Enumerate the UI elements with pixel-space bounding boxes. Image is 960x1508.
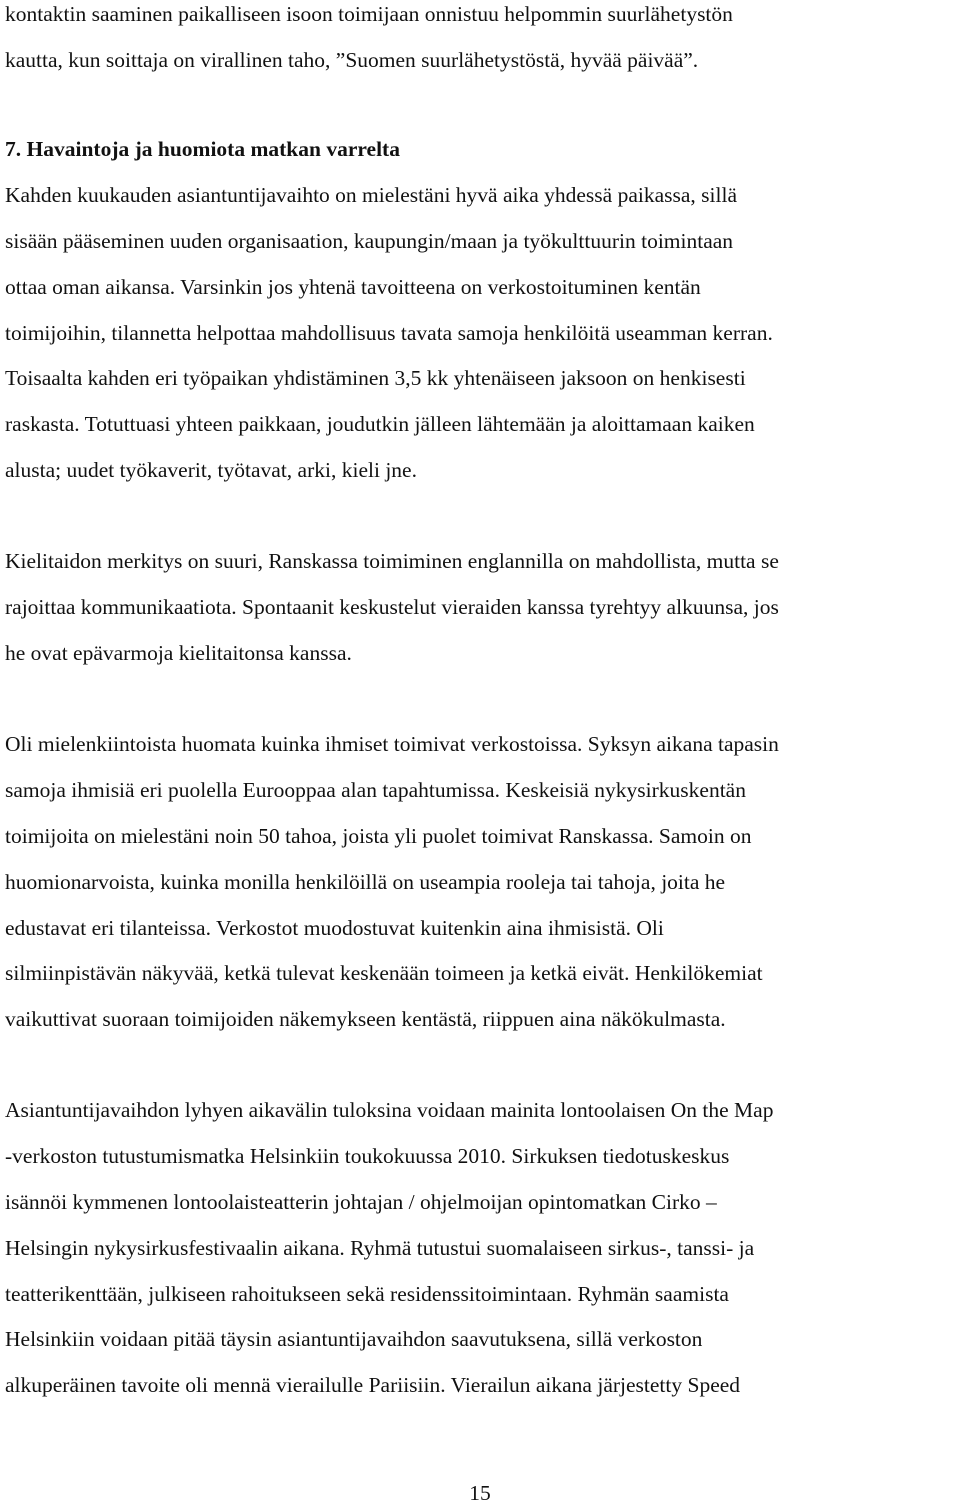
paragraph-language [5, 539, 779, 677]
page-number: 15 [469, 1481, 491, 1505]
text-line: teatterikenttään, julkiseen rahoitukseen sekä residenssitoimintaan. Ryhmän saamista [5, 1281, 729, 1306]
text-line: Toisaalta kahden eri työpaikan yhdistäminen 3,5 kk yhtenäiseen jaksoon on henkisesti [5, 366, 746, 391]
text-line: alkuperäinen tavoite oli mennä vierailulle Pariisiin. Vierailun aikana järjestetty Speed [5, 1373, 741, 1398]
intro-paragraph [5, 0, 733, 84]
text-line: isännöi kymmenen lontoolaisteatterin johtajan / ohjelmoijan opintomatkan Cirko – [5, 1189, 717, 1214]
text-line: huomionarvoista, kuinka monilla henkilöillä on useampia rooleja tai tahoja, joita he [5, 869, 726, 894]
text-line: Asiantuntijavaihdon lyhyen aikavälin tuloksina voidaan mainita lontoolaisen On the Map [5, 1098, 774, 1122]
text-line: kautta, kun soittaja on virallinen taho, ”Suomen suurlähetystöstä, hyvää päivää”. [5, 47, 699, 72]
text-line: Oli mielenkiintoista huomata kuinka ihmiset toimivat verkostoissa. Syksyn aikana tapasin [5, 732, 779, 756]
paragraph-networks [5, 722, 779, 1043]
text-line: Helsinkiin voidaan pitää täysin asiantuntijavaihdon saavutuksena, sillä verkoston [5, 1327, 703, 1352]
section-7 [5, 127, 773, 494]
text-line: -verkoston tutustumismatka Helsinkiin toukokuussa 2010. Sirkuksen tiedotuskeskus [5, 1143, 730, 1168]
text-line: toimijoita on mielestäni noin 50 tahoa, joista yli puolet toimivat Ranskassa. Samoin on [5, 823, 752, 848]
paragraph-results [5, 1088, 773, 1409]
text-line: alusta; uudet työkaverit, työtavat, arki, kieli jne. [5, 458, 417, 483]
text-line: silmiinpistävän näkyvää, ketkä tulevat keskenään toimeen ja ketkä eivät. Henkilökemiat [5, 961, 763, 986]
text-line: Kahden kuukauden asiantuntijavaihto on mielestäni hyvä aika yhdessä paikassa, sillä [5, 182, 737, 207]
text-line: ottaa oman aikansa. Varsinkin jos yhtenä tavoitteena on verkostoituminen kentän [5, 274, 701, 299]
text-line: Kielitaidon merkitys on suuri, Ranskassa toimiminen englannilla on mahdollista, mutta se [5, 549, 779, 573]
text-line: kontaktin saaminen paikalliseen isoon toimijaan onnistuu helpommin suurlähetystön [5, 2, 733, 26]
text-line: vaikuttivat suoraan toimijoiden näkemykseen kentästä, riippuen aina näkökulmasta. [5, 1007, 726, 1032]
text-line: samoja ihmisiä eri puolella Eurooppaa alan tapahtumissa. Keskeisiä nykysirkuskentän [5, 777, 746, 802]
section-heading: 7. Havaintoja ja huomiota matkan varrelta [5, 137, 400, 161]
text-line: Helsingin nykysirkusfestivaalin aikana. Ryhmä tutustui suomalaiseen sirkus-, tanssi- ja [5, 1235, 755, 1260]
text-line: sisään pääseminen uuden organisaation, kaupungin/maan ja työkulttuurin toimintaan [5, 228, 734, 253]
text-line: he ovat epävarmoja kielitaitonsa kanssa. [5, 640, 352, 665]
text-line: raskasta. Totuttuasi yhteen paikkaan, joudutkin jälleen lähtemään ja aloittamaan kaiken [5, 412, 755, 437]
text-line: rajoittaa kommunikaatiota. Spontaanit keskustelut vieraiden kanssa tyrehtyy alkuunsa, jos [5, 594, 779, 619]
text-line: toimijoihin, tilannetta helpottaa mahdollisuus tavata samoja henkilöitä useamman kerran. [5, 320, 773, 345]
text-line: edustavat eri tilanteissa. Verkostot muodostuvat kuitenkin aina ihmisistä. Oli [5, 915, 664, 940]
